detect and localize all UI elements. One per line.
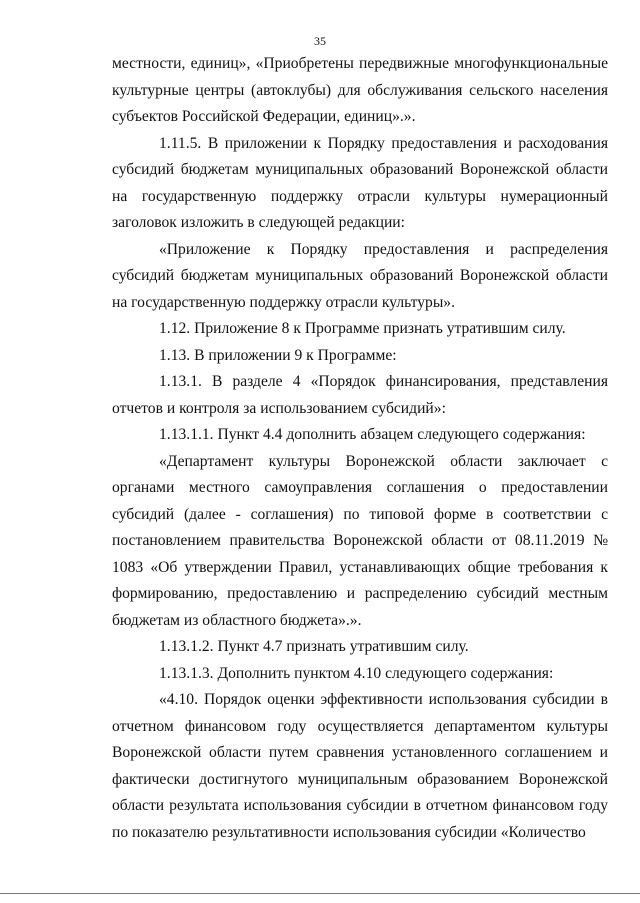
page-number: 35	[314, 34, 326, 48]
paragraph-8: «Департамент культуры Воронежской области заключает с органами местного самоуправления соглашения о предоставлении субсидий (далее - соглашения) по типовой форме в соответствии с постановлением правительства Воронежской области от 08.11.2019 № 1083 «Об утверждении Правил, устанавливающих общие требования к формированию, предоставлению и распределению субсидий местным бюджетам из областного бюджета».».	[112, 452, 608, 629]
paragraph-10: 1.13.1.3. Дополнить пунктом 4.10 следующего содержания:	[159, 664, 554, 682]
document-body	[112, 51, 608, 846]
paragraph-11: «4.10. Порядок оценки эффективности использования субсидии в отчетном финансовом году осуществляется департаментом культуры Воронежской области путем сравнения установленного соглашением и фактически достигнутого муниципальным образованием Воронежской области результата использования субсидии в отчетном финансовом году по показателю результативности использования субсидии «Количество	[112, 691, 608, 841]
paragraph-3: «Приложение к Порядку предоставления и распределения субсидий бюджетам муниципальных образований Воронежской области на государственную поддержку отрасли культуры».	[112, 240, 608, 311]
paragraph-6: 1.13.1. В разделе 4 «Порядок финансирования, представления отчетов и контроля за использованием субсидий»:	[112, 373, 608, 417]
paragraph-4: 1.12. Приложение 8 к Программе признать утратившим силу.	[159, 320, 566, 337]
paragraph-2: 1.11.5. В приложении к Порядку предоставления и расходования субсидий бюджетам муниципальных образований Воронежской области на государственную поддержку отрасли культуры нумерационный заголовок изложить в следующей редакции:	[112, 134, 608, 231]
paragraph-5: 1.13. В приложении 9 к Программе:	[159, 346, 397, 364]
paragraph-7: 1.13.1.1. Пункт 4.4 дополнить абзацем следующего содержания:	[159, 426, 586, 443]
paragraph-9: 1.13.1.2. Пункт 4.7 признать утратившим силу.	[159, 638, 469, 655]
bottom-edge-line	[0, 893, 640, 894]
paragraph-1: местности, единиц», «Приобретены передвижные многофункциональные культурные центры (автоклубы) для обслуживания сельского населения субъектов Российской Федерации, единиц».».	[112, 55, 608, 125]
